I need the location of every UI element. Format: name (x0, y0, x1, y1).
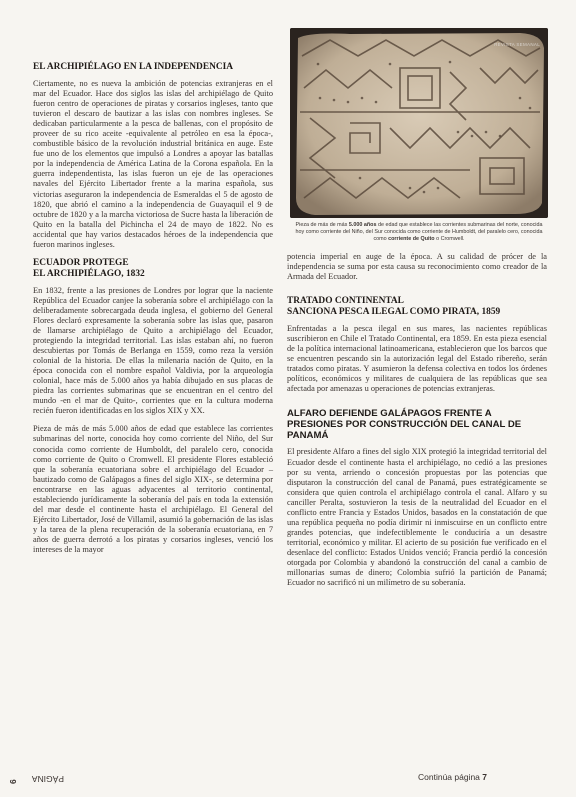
continue-link[interactable] (418, 772, 487, 782)
caption-text: de edad que establece las corrientes submarinas del norte, conocida hoy como corriente del Niño, del Sur conocida como corriente de Humboldt, del paralelo cero, conocida como (295, 222, 543, 242)
paragraph: potencia imperial en auge de la época. A su calidad de prócer de la independencia se suma por esta causa su reconocimiento como creador de la Armada del Ecuador. (287, 252, 547, 282)
section-heading (33, 258, 273, 280)
caption-text: Pieza de más de más (295, 222, 349, 228)
section-heading (287, 296, 547, 318)
page-num: 6 (8, 779, 18, 784)
page-number (8, 728, 64, 788)
caption-text: o Cromwell. (434, 236, 465, 242)
artifact-figure (288, 28, 550, 250)
heading-line: EL ARCHIPIÉLAGO, 1832 (33, 268, 145, 279)
paragraph: Pieza de más de más 5.000 años de edad que establece las corrientes submarinas del norte, conocida hoy como corriente del Niño, del Sur conocida como corriente de Humboldt, del paralelo cero, conocida como corriente de Quito o Cromwell. El presidente Flores estableció que la soberanía ecuatoriana sobre el archipiélago del Ecuador –bautizado como de Galápagos a fines del siglo XIX-, se determina por encontrarse en las aguas adyacentes al territorio continental, estableciendo jurídicamente la soberanía del país en toda la extensión del mar desde el continente hasta el archipiélago. El General del Ejército Libertador, José de Villamil, asumió la gobernación de las islas y la tarea de la plena recuperación de la soberanía ecuatoriana, en 7 años de guerra derrotó a los piratas y corsarios ingleses, venció los intereses de la mayor (33, 424, 273, 554)
paragraph: Enfrentadas a la pesca ilegal en sus mares, las nacientes repúblicas suscribieron en Chile el Tratado Continental, era 1859. En esta pieza esencial de la política internacional latinoamericana, establecieron que los barcos que se encuentren pescando sin la autorización legal del Estado ribereño, serán tratados como piratas. Y asumieron la defensa colectiva en todos los órdenes políticos, económicos y militares de cualquiera de las repúblicas que sea afectada por amenazas u operaciones de potencias extranjeras. (287, 324, 547, 394)
heading-line: ECUADOR PROTEGE (33, 257, 129, 268)
paragraph: Ciertamente, no es nueva la ambición de potencias extranjeras en el mar del Ecuador. Hace dos siglos las islas del archipiélago de Quito fueron centro de operaciones de piratas y corsarios ingleses, tanto que tuvieron el descaro de bautizar a las islas con nombres ingleses. Se dedicaban particularmente a la pesca de ballenas, con el propósito de proveer de su rico aceite -equivalente al petróleo en esa la época-, combustible básico de la revolución industrial británica en auge. Este fue uno de los elementos que impulsó a Londres a apoyar las batallas por la independencia de América Latina de la Corona española. En la guerra independentista, las islas fueron un eje de las operaciones navales del Ejército Libertador frente a la marina española, sus victorias aseguraron la independencia de Esmeraldas el 5 de agosto de 1820, que abrió el camino a la independencia de Guayaquil el 9 de octubre de 1820 y a la marcha victoriosa de Sucre hasta la liberación de Quito en la batalla del Pichincha el 24 de mayo de 1822. No es accidental que hay varios destacados héroes de la independencia que fueron marinos ingleses. (33, 79, 273, 249)
heading-line: SANCIONA PESCA ILEGAL COMO PIRATA, 1859 (287, 307, 501, 318)
heading-line: TRATADO CONTINENTAL (287, 296, 404, 307)
paragraph: En 1832, frente a las presiones de Londres por lograr que la naciente República del Ecuador canjee la soberanía sobre el archipiélago con la deliberadamente sobrecargada deuda inglesa, el gobierno del General Flores declaró expresamente la soberanía sobre las islas que, pasaron de llamarse archipiélago de Quito a archipiélago del Ecuador, protegiendo la integridad territorial. Las islas estaban ahí, no fueron descubiertas por Tomás de Berlanga en 1559, como reza la versión colonial de la historia. De ellas la milenaria nación de Quito, en la época conocida con el nombre español Valdivia, por la arqueología colonial, hace más de 5.000 años ya había dibujado en sus placas de piedra las corrientes submarinas que se encuentran en el centro del mundo -en el mar de Quito-, corrientes que en la cultura moderna recién fueron identificadas en los siglos XIX y XX. (33, 285, 273, 416)
continue-label: Continúa página (418, 772, 480, 782)
page-label: PÁGINA (31, 774, 64, 784)
right-column (287, 252, 547, 596)
section-heading: ALFARO DEFIENDE GALÁPAGOS FRENTE A PRESIONES POR CONSTRUCCIÓN DEL CANAL DE PANAMÁ (287, 408, 522, 442)
artifact-photo (290, 28, 548, 218)
section-heading: EL ARCHIPIÉLAGO EN LA INDEPENDENCIA (33, 62, 234, 72)
left-column (33, 62, 273, 563)
continue-page-num: 7 (482, 772, 488, 782)
photo-caption (292, 222, 546, 243)
paragraph: El presidente Alfaro a fines del siglo XIX protegió la integridad territorial del Ecuador desde el continente hasta el archipiélago, no cedió a las presiones por su venta, arriendo o concesión propuestas por las potencias que disputaron la construcción del canal de Panamá, pues estratégicamente se considera que quien controla el archipiélago controla el canal. Alfaro y su canciller Peralta, sostuvieron la tesis de la neutralidad del Ecuador en el conflicto entre Francia y Estados Unidos, basados en la constatación de que una república pequeña no podía dirimir ni inmiscuirse en un conflicto entre grandes potencias, que indefectiblemente le conduciría a un desastre territorial, económico y militar. El acierto de su posición fue verificado en el desenlace del conflicto: Estados Unidos venció; Francia perdió la concesión otorgada por Colombia y abandonó la construcción del canal a cambio de millonarias sumas de dinero; Colombia sufrió la partición de Panamá; Ecuador no sacrificó ni un milímetro de su soberanía. (287, 447, 547, 588)
stone-plaque-image (290, 28, 548, 218)
photo-credit: REVISTA SEMANAL (494, 42, 540, 47)
caption-highlight: corriente de Quito (388, 236, 435, 242)
caption-highlight: 5.000 años (348, 222, 377, 228)
